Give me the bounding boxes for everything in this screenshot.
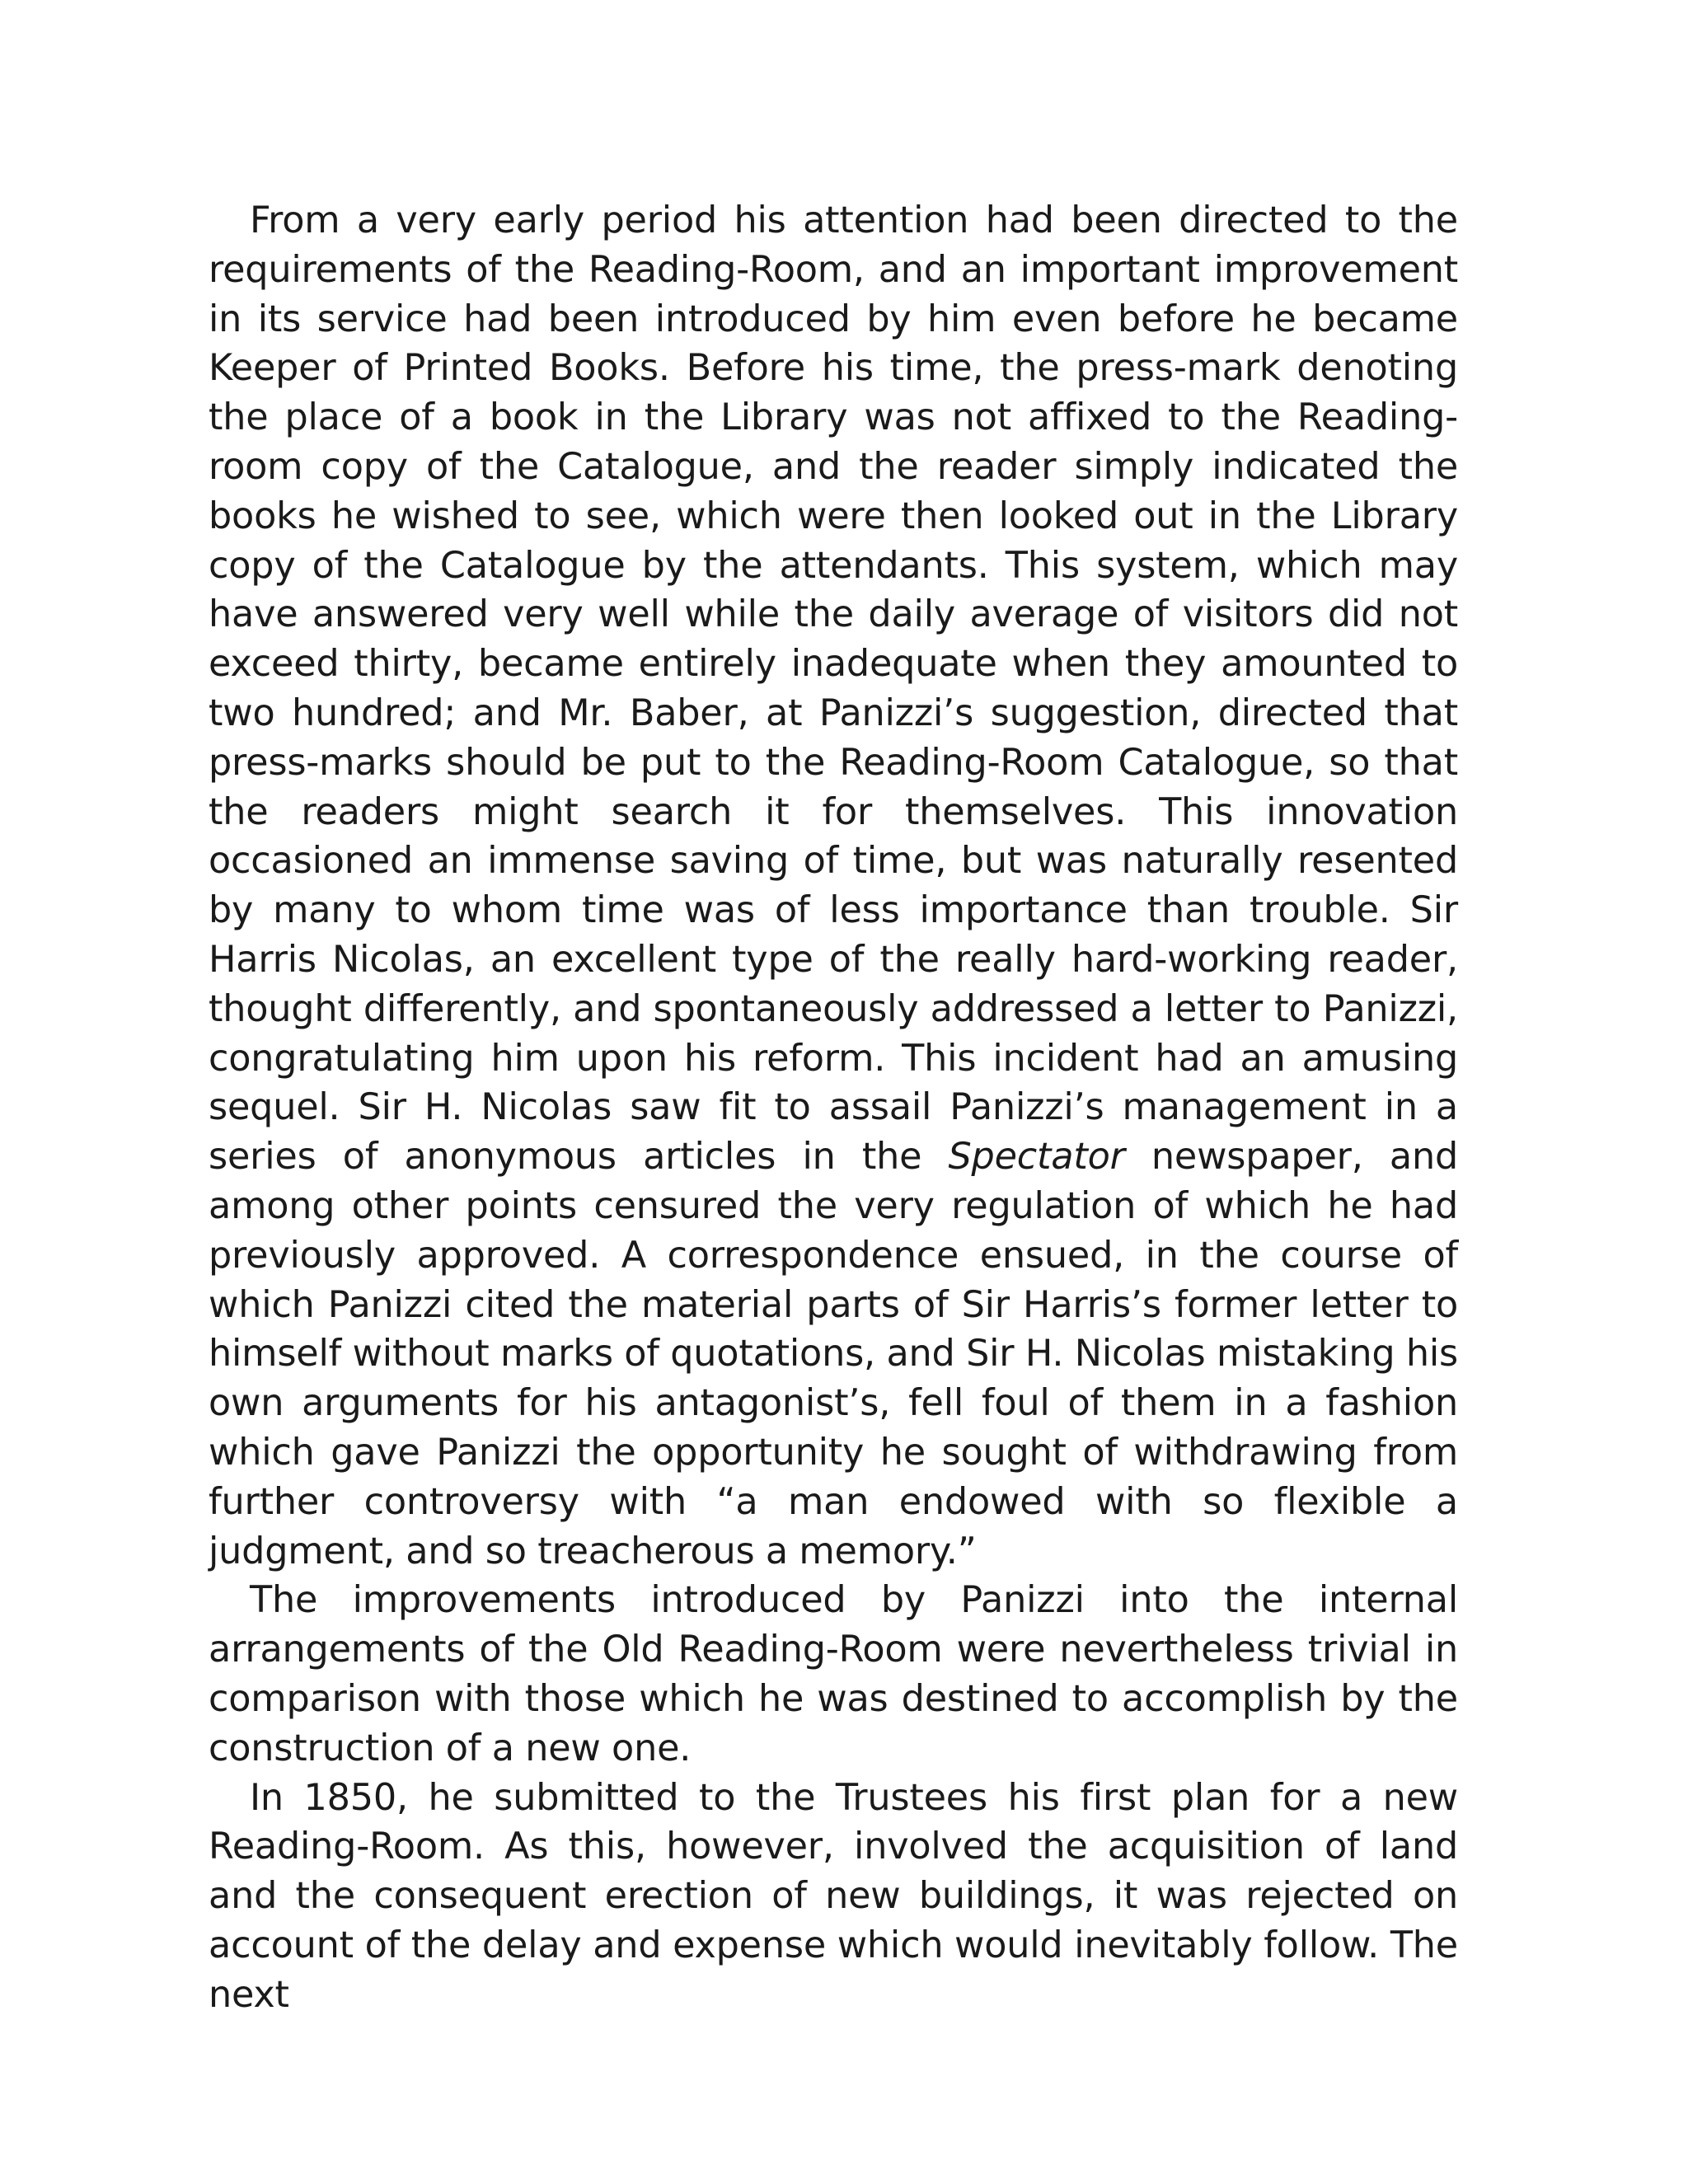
spectator-title: Spectator	[948, 1136, 1125, 1179]
paragraph-1-text-start: From a very early period his attention had been directed to the requirements of the Reading-Room, and an important improvement in its service had been introduced by him even before he became Keeper of Printed Books. Before his time, the press-mark denoting the place of a book in the Library was not affixed to the Reading-room copy of the Catalogue, and the reader simply indicated the books he wished to see, which were then looked out in the Library copy of the Catalogue by the attendants. This system, which may have answered very well while the daily average of visitors did not exceed thirty, became entirely inadequate when they amounted to two hundred; and Mr. Baber, at Panizzi’s suggestion, directed that press-marks should be put to the Reading-Room Catalogue, so that the readers might search it for themselves. This innovation occasioned an immense saving of time, but was naturally resented by many to whom time was of less importance than trouble. Sir Harris Nicolas, an excellent type of the really hard-working reader, thought differently, and spontaneously addressed a letter to Panizzi, congratulating him upon his reform. This incident had an amusing sequel. Sir H. Nicolas saw fit to assail Panizzi’s management in a series of anonymous articles in the	[209, 199, 1458, 1179]
paragraph-1850-plan: In 1850, he submitted to the Trustees his first plan for a new Reading-Room. As this, however, involved the acquisition of land and the consequent erection of new buildings, it was rejected on account of the delay and expense which would inevitably follow. The next	[209, 1776, 1458, 2016]
paragraph-1-text-end: newspaper, and among other points censured the very regulation of which he had previously approved. A correspondence ensued, in the course of which Panizzi cited the material parts of Sir Harris’s former letter to himself without marks of quotations, and Sir H. Nicolas mistaking his own arguments for his antagonist’s, fell foul of them in a fashion which gave Panizzi the opportunity he sought of withdrawing from further controversy with “a man endowed with so flexible a judgment, and so treacherous a memory.”	[209, 1136, 1458, 1572]
paragraph-reading-room-history	[209, 196, 1458, 1576]
paragraph-improvements: The improvements introduced by Panizzi into the internal arrangements of the Old Reading-Room were nevertheless trivial in comparison with those which he was destined to accomplish by the construction of a new one.	[209, 1579, 1458, 1769]
page-body	[209, 196, 1458, 2019]
